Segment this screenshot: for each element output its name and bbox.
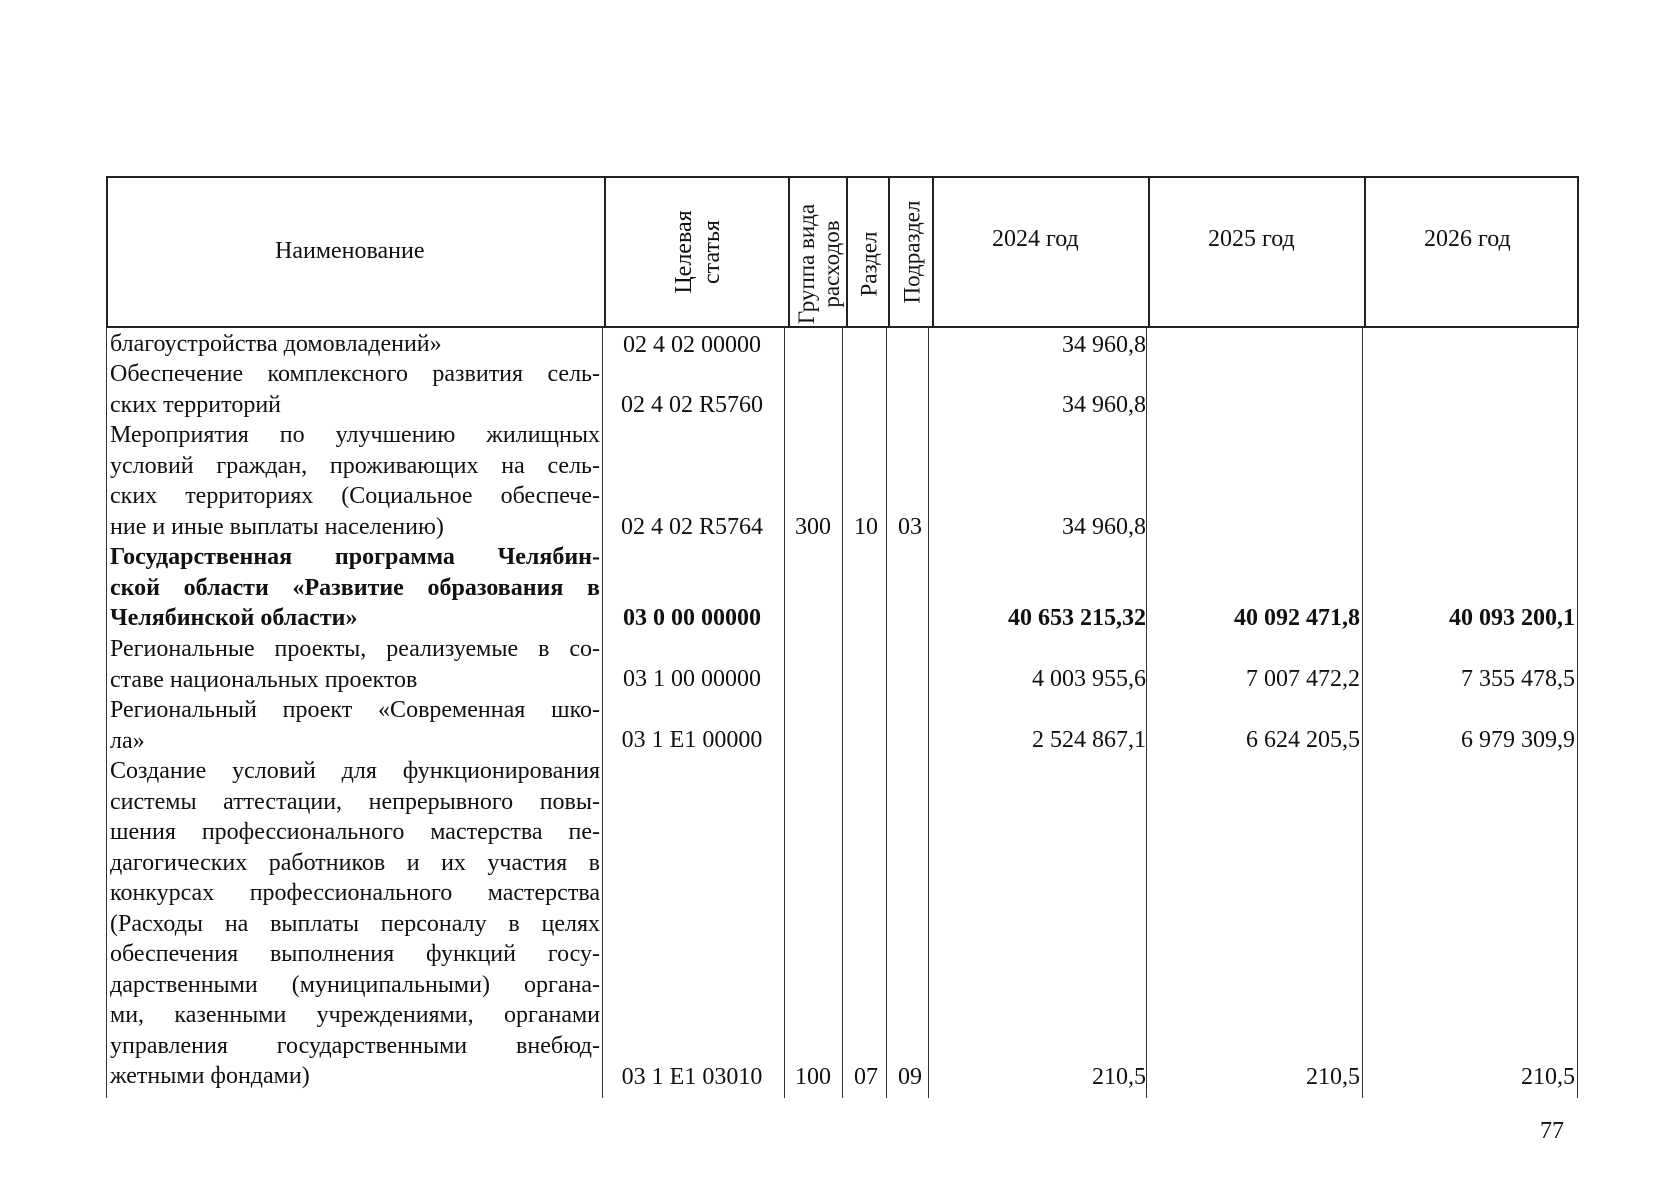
column-line bbox=[886, 328, 887, 1098]
column-line bbox=[1362, 328, 1363, 1098]
header-2024: 2024 год bbox=[992, 226, 1079, 252]
column-line bbox=[106, 328, 107, 1098]
budget-table bbox=[106, 176, 1581, 1098]
row-2024: 4 003 955,6 bbox=[1032, 666, 1146, 692]
row-section: 07 bbox=[854, 1064, 878, 1090]
header-subsection: Подраздел bbox=[899, 200, 925, 304]
header-2026-cell bbox=[1364, 178, 1579, 326]
row-code: 02 4 02 00000 bbox=[623, 332, 761, 358]
header-2024-cell bbox=[932, 178, 1150, 326]
row-2024: 210,5 bbox=[1092, 1064, 1146, 1090]
row-2025: 7 007 472,2 bbox=[1246, 666, 1360, 692]
header-name-cell bbox=[108, 178, 604, 326]
table-row-name: Региональный проект «Современная шко- ла» bbox=[110, 697, 600, 754]
column-line bbox=[784, 328, 785, 1098]
header-section: Раздел bbox=[856, 231, 882, 297]
header-subsection-cell bbox=[888, 178, 934, 326]
header-2025-cell bbox=[1148, 178, 1366, 326]
row-2024: 34 960,8 bbox=[1062, 332, 1146, 358]
column-line bbox=[602, 328, 603, 1098]
row-code: 03 1 E1 03010 bbox=[621, 1064, 763, 1090]
row-2026: 210,5 bbox=[1521, 1064, 1575, 1090]
row-2024: 34 960,8 bbox=[1062, 514, 1146, 540]
table-row-name: Региональные проекты, реализуемые в со- ставе национальных проектов bbox=[110, 636, 600, 693]
header-name: Наименование bbox=[275, 238, 425, 264]
row-2026: 6 979 309,9 bbox=[1461, 727, 1575, 753]
header-section-cell bbox=[846, 178, 890, 326]
header-group: Группа вида расходов bbox=[794, 203, 844, 325]
row-code: 03 0 00 00000 bbox=[623, 605, 761, 631]
row-2025: 6 624 205,5 bbox=[1246, 727, 1360, 753]
row-code: 03 1 E1 00000 bbox=[621, 727, 763, 753]
row-2026: 7 355 478,5 bbox=[1461, 666, 1575, 692]
column-line bbox=[842, 328, 843, 1098]
row-section: 10 bbox=[854, 514, 878, 540]
page-number: 77 bbox=[1540, 1118, 1564, 1144]
header-code: Целевая статья bbox=[671, 210, 725, 294]
row-2025: 40 092 471,8 bbox=[1234, 605, 1360, 631]
table-row-name: Мероприятия по улучшению жилищных условий граждан, проживающих на сель- ских территориях (Социальное обеспече- ние и иные выплаты населению) bbox=[110, 422, 600, 540]
header-2026: 2026 год bbox=[1424, 226, 1511, 252]
column-line bbox=[1577, 328, 1578, 1098]
column-line bbox=[928, 328, 929, 1098]
row-2025: 210,5 bbox=[1306, 1064, 1360, 1090]
table-header bbox=[106, 176, 1579, 328]
row-group: 300 bbox=[795, 514, 831, 540]
header-code-cell bbox=[604, 178, 790, 326]
row-2024: 34 960,8 bbox=[1062, 392, 1146, 418]
header-group-cell bbox=[788, 178, 848, 326]
row-code: 03 1 00 00000 bbox=[623, 666, 761, 692]
table-row-name: Обеспечение комплексного развития сель- ских территорий bbox=[110, 361, 600, 418]
row-group: 100 bbox=[795, 1064, 831, 1090]
row-code: 02 4 02 R5760 bbox=[620, 392, 763, 418]
table-row-name: Создание условий для функционирования системы аттестации, непрерывного повы- шения профессионального мастерства пе- дагогических работников и их участия в конкурсах профессионального мастерства (Расходы на выплаты персоналу в целях обеспечения выполнения функций госу- дарственными (муниципальными) органа- ми, казенными учреждениями, органами управления государственными внебюд- жетными фондами) bbox=[110, 758, 600, 1089]
row-subsection: 03 bbox=[898, 514, 922, 540]
column-line bbox=[1146, 328, 1147, 1098]
row-code: 02 4 02 R5764 bbox=[620, 514, 763, 540]
row-2026: 40 093 200,1 bbox=[1449, 605, 1575, 631]
table-row-name: Государственная программа Челябин- ской области «Развитие образования в Челябинской области» bbox=[110, 544, 600, 631]
row-2024: 40 653 215,32 bbox=[1008, 605, 1146, 631]
table-row-name: благоустройства домовладений» bbox=[110, 331, 442, 357]
header-2025: 2025 год bbox=[1208, 226, 1295, 252]
row-subsection: 09 bbox=[898, 1064, 922, 1090]
row-2024: 2 524 867,1 bbox=[1032, 727, 1146, 753]
